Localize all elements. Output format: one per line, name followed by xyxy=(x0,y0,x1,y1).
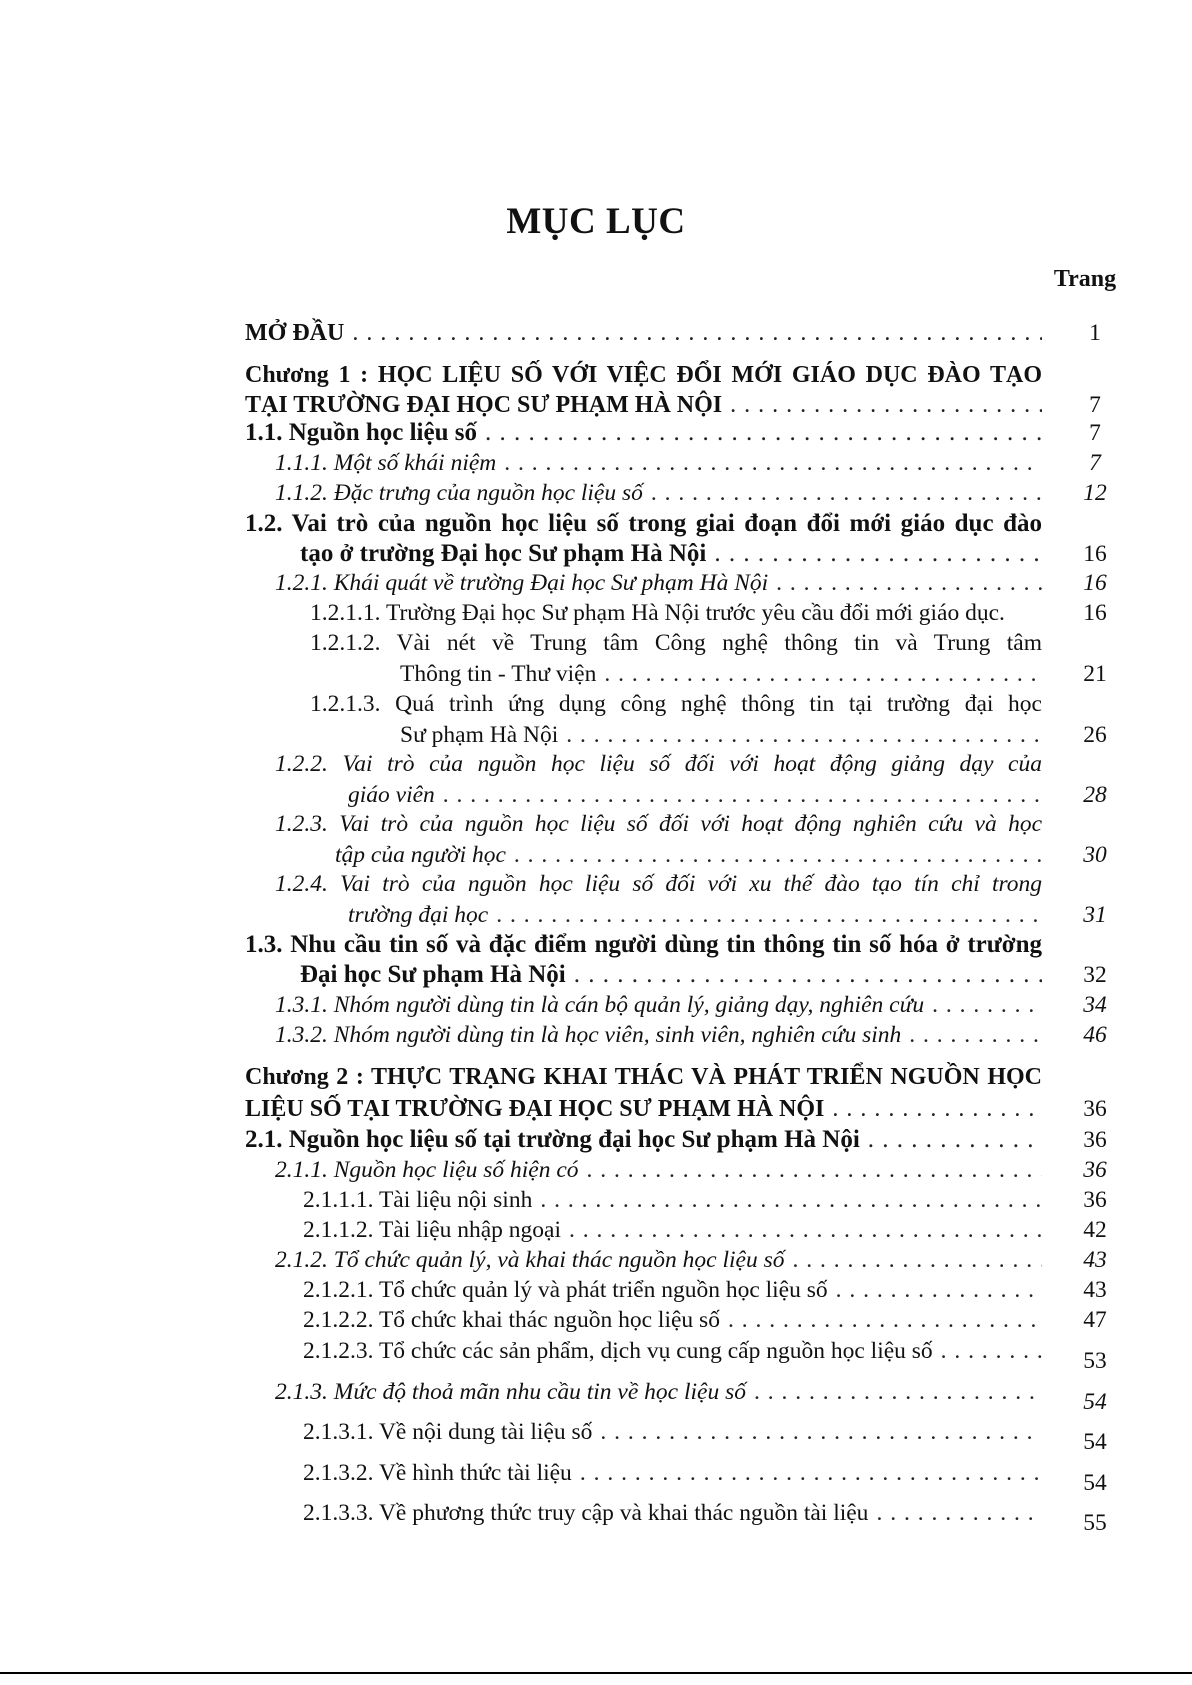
toc-entry-title: Sư phạm Hà Nội xyxy=(400,722,559,748)
toc-entry-line xyxy=(275,990,1042,1020)
toc-entry-title: trường đại học xyxy=(348,902,489,928)
toc-entry-line xyxy=(245,1062,1042,1092)
dot-leader xyxy=(651,478,1042,508)
toc-entry-title: 2.1.1. Nguồn học liệu số hiện có xyxy=(275,1157,579,1183)
toc-entry-title: 2.1.2. Tổ chức quản lý, và khai thác nguồn học liệu số xyxy=(275,1247,785,1273)
toc-page-number: 46 xyxy=(1083,1022,1107,1048)
toc-entry-title: 1.1. Nguồn học liệu số xyxy=(245,419,477,446)
toc-page-number: 43 xyxy=(1083,1247,1107,1273)
toc-page-number: 54 xyxy=(1083,1389,1107,1415)
toc-entry-line xyxy=(245,390,1042,420)
toc-entry-line xyxy=(300,960,1042,990)
dot-leader xyxy=(504,448,1042,478)
toc-page-number: 16 xyxy=(1083,600,1107,626)
dot-leader xyxy=(876,1498,1042,1528)
toc-entry-line xyxy=(245,1125,1042,1155)
toc-entry-line xyxy=(275,478,1042,508)
toc-entry-title: 2.1.3. Mức độ thoả mãn nhu cầu tin về học liệu số xyxy=(275,1379,746,1405)
toc-entry-title: 2.1.2.3. Tổ chức các sản phẩm, dịch vụ cung cấp nguồn học liệu số xyxy=(303,1338,933,1364)
toc-entry-line xyxy=(300,539,1042,569)
toc-entry-title: giáo viên xyxy=(348,782,435,808)
dot-leader xyxy=(485,418,1042,448)
toc-page-number: 54 xyxy=(1083,1470,1107,1496)
toc-page-number: 47 xyxy=(1083,1307,1107,1333)
toc-entry-line xyxy=(303,1275,1042,1305)
toc-page-number: 36 xyxy=(1083,1096,1107,1122)
toc-entry-title: TẠI TRƯỜNG ĐẠI HỌC SƯ PHẠM HÀ NỘI xyxy=(245,392,723,418)
toc-entry-title: 2.1.2.1. Tổ chức quản lý và phát triển nguồn học liệu số xyxy=(303,1277,828,1303)
toc-entry-title: 1.2.1.2. Vài nét về Trung tâm Công nghệ thông tin và Trung tâm xyxy=(310,630,1042,656)
toc-entry-title: 2.1.1.1. Tài liệu nội sinh xyxy=(303,1187,533,1213)
toc-page-number: 53 xyxy=(1083,1348,1107,1374)
toc-entry-line xyxy=(275,568,1042,598)
toc-entry-title: Chương 2 : THỰC TRẠNG KHAI THÁC VÀ PHÁT TRIỂN NGUỒN HỌC xyxy=(245,1064,1042,1090)
toc-entry-title: 2.1. Nguồn học liệu số tại trường đại học Sư phạm Hà Nội xyxy=(245,1126,860,1153)
toc-page-number: 36 xyxy=(1083,1187,1107,1213)
toc-page-number: 34 xyxy=(1083,992,1107,1018)
toc-entry-title: Đại học Sư phạm Hà Nội xyxy=(300,961,566,988)
toc-entry-line xyxy=(303,1417,1042,1447)
toc-entry-line xyxy=(245,930,1042,960)
toc-entry-title: 1.2.1. Khái quát về trường Đại học Sư phạm Hà Nội xyxy=(275,570,769,596)
dot-leader xyxy=(587,1155,1042,1185)
toc-page-number: 54 xyxy=(1083,1429,1107,1455)
toc-entry-title: 1.2.3. Vai trò của nguồn học liệu số đối với hoạt động nghiên cứu và học xyxy=(275,811,1042,837)
toc-entry-title: 1.2.4. Vai trò của nguồn học liệu số đối với xu thế đào tạo tín chỉ trong xyxy=(275,871,1042,897)
toc-page-number: 55 xyxy=(1083,1510,1107,1536)
toc-entry-line xyxy=(400,720,1042,750)
toc-entry-title: 2.1.3.2. Về hình thức tài liệu xyxy=(303,1460,572,1486)
toc-page-number: 43 xyxy=(1083,1277,1107,1303)
toc-entry-line xyxy=(275,448,1042,478)
toc-page-number: 7 xyxy=(1089,392,1101,418)
toc-entry-line xyxy=(275,1020,1042,1050)
dot-leader xyxy=(932,990,1042,1020)
toc-entry-title: tập của người học xyxy=(335,842,506,868)
toc-page-number: 7 xyxy=(1089,450,1101,476)
toc-entry-title: 1.3.1. Nhóm người dùng tin là cán bộ quản lý, giảng dạy, nghiên cứu xyxy=(275,992,925,1018)
dot-leader xyxy=(868,1125,1042,1155)
toc-entry-title: 1.2.2. Vai trò của nguồn học liệu số đối với hoạt động giảng dạy của xyxy=(275,751,1042,777)
toc-entry-line xyxy=(303,1215,1042,1245)
toc-entry-title: 2.1.2.2. Tổ chức khai thác nguồn học liệu số xyxy=(303,1307,720,1333)
dot-leader xyxy=(793,1245,1043,1275)
dot-leader xyxy=(514,840,1042,870)
dot-leader xyxy=(352,318,1042,348)
toc-page-number: 21 xyxy=(1083,661,1107,687)
dot-leader xyxy=(909,1020,1042,1050)
toc-entry-line xyxy=(245,360,1042,390)
toc-entry-line xyxy=(245,418,1042,448)
toc-entry-title: 1.1.1. Một số khái niệm xyxy=(275,450,497,476)
toc-entry-line xyxy=(303,1185,1042,1215)
dot-leader xyxy=(569,1215,1042,1245)
toc-entry-line xyxy=(310,628,1042,658)
toc-entry-line xyxy=(310,598,1042,628)
toc-entry-line xyxy=(348,780,1042,810)
dot-leader xyxy=(580,1458,1042,1488)
dot-leader xyxy=(600,1417,1042,1447)
dot-leader xyxy=(754,1377,1042,1407)
toc-page-number: 28 xyxy=(1083,782,1107,808)
page-column-label: Trang xyxy=(1053,266,1117,292)
dot-leader xyxy=(730,390,1042,420)
toc-entry-title: 1.1.2. Đặc trưng của nguồn học liệu số xyxy=(275,480,643,506)
toc-entry-title: LIỆU SỐ TẠI TRƯỜNG ĐẠI HỌC SƯ PHẠM HÀ NỘI xyxy=(245,1096,825,1122)
dot-leader xyxy=(836,1275,1042,1305)
toc-entry-line xyxy=(303,1458,1042,1488)
toc-page-number: 36 xyxy=(1083,1157,1107,1183)
dot-leader xyxy=(496,900,1042,930)
toc-page-number: 31 xyxy=(1083,902,1107,928)
toc-page-number: 30 xyxy=(1083,842,1107,868)
toc-entry-line xyxy=(348,900,1042,930)
toc-page-number: 1 xyxy=(1089,320,1101,346)
toc-entry-line xyxy=(310,689,1042,719)
toc-entry-line xyxy=(335,840,1042,870)
toc-entry-title: 1.2.1.3. Quá trình ứng dụng công nghệ thông tin tại trường đại học xyxy=(310,691,1042,717)
dot-leader xyxy=(604,659,1042,689)
toc-page-number: 16 xyxy=(1083,541,1107,567)
toc-entry-title: 1.2.1.1. Trường Đại học Sư phạm Hà Nội trước yêu cầu đổi mới giáo dục. xyxy=(310,600,1005,626)
toc-entry-title: 1.3. Nhu cầu tin số và đặc điểm người dùng tin thông tin số hóa ở trường xyxy=(245,931,1042,958)
toc-entry-line xyxy=(275,809,1042,839)
toc-page-number: 36 xyxy=(1083,1127,1107,1153)
toc-entry-line xyxy=(275,1377,1042,1407)
toc-entry-title: Chương 1 : HỌC LIỆU SỐ VỚI VIỆC ĐỔI MỚI GIÁO DỤC ĐÀO TẠO xyxy=(245,362,1042,388)
dot-leader xyxy=(540,1185,1042,1215)
dot-leader xyxy=(776,568,1042,598)
toc-entry-title: 2.1.3.1. Về nội dung tài liệu số xyxy=(303,1419,593,1445)
toc-entry-line xyxy=(303,1498,1042,1528)
dot-leader xyxy=(566,720,1042,750)
toc-entry-title: tạo ở trường Đại học Sư phạm Hà Nội xyxy=(300,540,707,567)
toc-entry-title: 1.3.2. Nhóm người dùng tin là học viên, sinh viên, nghiên cứu sinh xyxy=(275,1022,902,1048)
dot-leader xyxy=(728,1305,1042,1335)
toc-entry-line xyxy=(245,509,1042,539)
toc-page-number: 16 xyxy=(1083,570,1107,596)
toc-entry-title: 1.2. Vai trò của nguồn học liệu số trong giai đoạn đổi mới giáo dục đào xyxy=(245,510,1042,537)
toc-page-number: 32 xyxy=(1083,962,1107,988)
toc-entry-line xyxy=(303,1336,1042,1366)
toc-entry-title: MỞ ĐẦU xyxy=(245,320,345,346)
toc-entry-line xyxy=(245,318,1042,348)
toc-page-number: 42 xyxy=(1083,1217,1107,1243)
toc-entry-line xyxy=(245,1094,1042,1124)
toc-entry-title: Thông tin - Thư viện xyxy=(400,661,597,687)
dot-leader xyxy=(941,1336,1042,1366)
toc-entry-title: 2.1.3.3. Về phương thức truy cập và khai thác nguồn tài liệu xyxy=(303,1500,869,1526)
dot-leader xyxy=(574,960,1042,990)
footer-rule xyxy=(0,1672,1192,1674)
toc-entry-line xyxy=(275,1245,1042,1275)
toc-entry-line xyxy=(275,869,1042,899)
dot-leader xyxy=(443,780,1042,810)
toc-entry-line xyxy=(275,1155,1042,1185)
toc-page-number: 26 xyxy=(1083,722,1107,748)
toc-page-number: 7 xyxy=(1089,420,1101,446)
toc-entry-line xyxy=(303,1305,1042,1335)
toc-entry-line xyxy=(400,659,1042,689)
dot-leader xyxy=(832,1094,1042,1124)
page-title: MỤC LỤC xyxy=(506,201,686,242)
toc-page-number: 12 xyxy=(1083,480,1107,506)
toc-entry-line xyxy=(275,749,1042,779)
toc-entry-title: 2.1.1.2. Tài liệu nhập ngoại xyxy=(303,1217,562,1243)
dot-leader xyxy=(714,539,1042,569)
